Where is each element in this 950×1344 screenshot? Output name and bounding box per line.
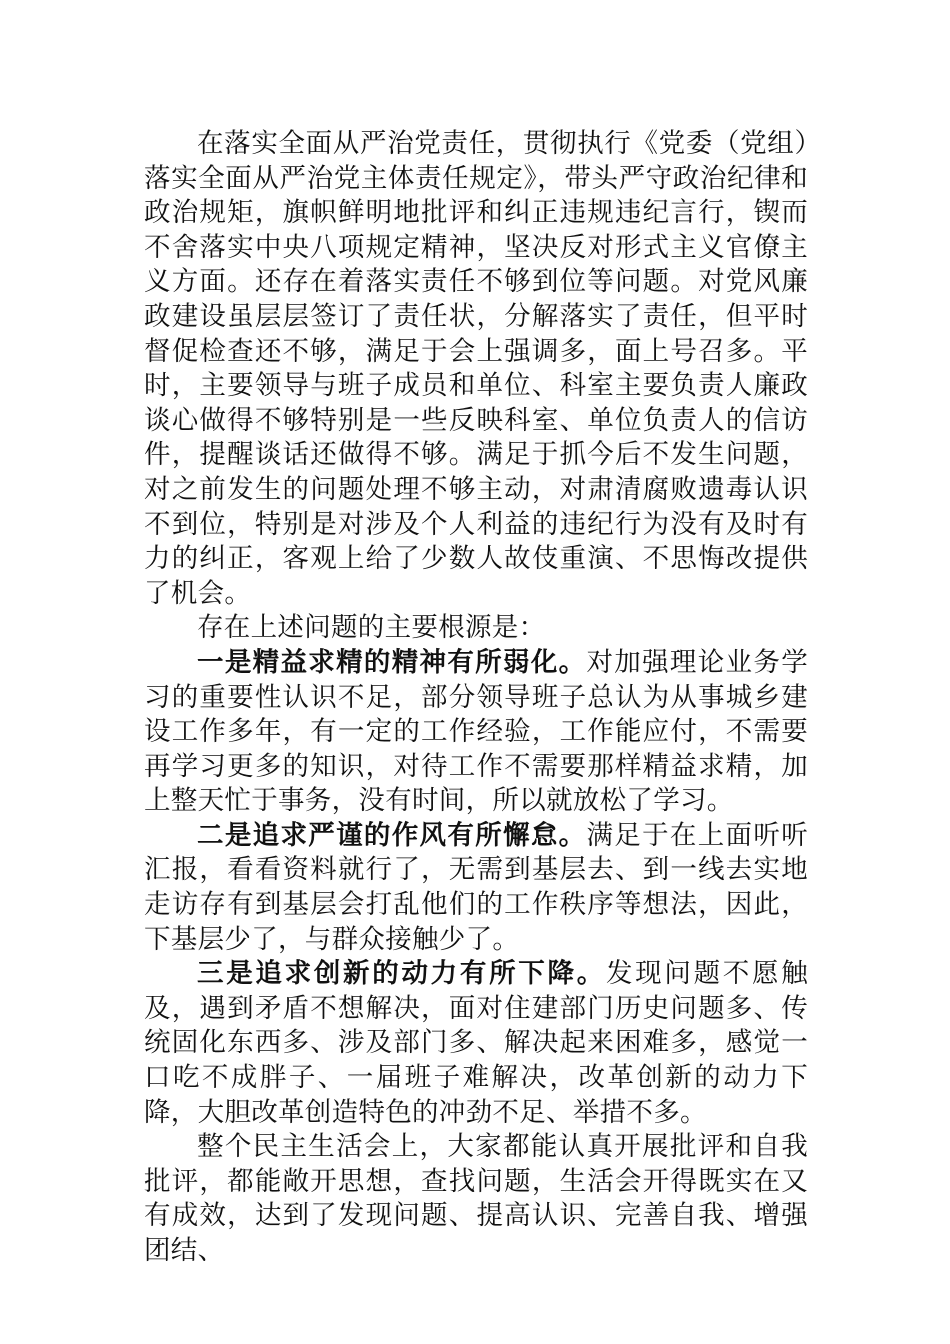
paragraph-text: 整个民主生活会上，大家都能认真开展批评和自我批评，都能敞开思想，查找问题，生活会开得既实在又有成效，达到了发现问题、提高认识、完善自我、增强团结、 xyxy=(144,1131,808,1266)
document-body xyxy=(144,127,808,1269)
paragraph-text: 发现问题不愿触及，遇到矛盾不想解决，面对住建部门历史问题多、传统固化东西多、涉及部门多、解决起来困难多，感觉一口吃不成胖子、一届班子难解决，改革创新的动力下降，大胆改革创造特色的冲劲不足、举措不多。 xyxy=(144,958,808,1128)
paragraph-text: 对加强理论业务学习的重要性认识不足，部分领导班子总认为从事城乡建设工作多年，有一定的工作经验，工作能应付，不需要再学习更多的知识，对待工作不需要那样精益求精，加上整天忙于事务，没有时间，所以就放松了学习。 xyxy=(144,646,808,817)
paragraph-cause-two xyxy=(144,819,808,957)
paragraph-meeting-summary xyxy=(144,1130,808,1268)
paragraph-root-causes-intro xyxy=(144,611,808,646)
paragraph-responsibility xyxy=(144,127,808,611)
paragraph-text: 在落实全面从严治党责任，贯彻执行《党委（党组）落实全面从严治党主体责任规定》，带头严守政治纪律和政治规矩，旗帜鲜明地批评和纠正违规违纪言行，锲而不舍落实中央八项规定精神，坚决反对形式主义官僚主义方面。还存在着落实责任不够到位等问题。对党风廉政建设虽层层签订了责任状，分解落实了责任，但平时督促检查还不够，满足于会上强调多，面上号召多。平时，主要领导与班子成员和单位、科室主要负责人廉政谈心做得不够特别是一些反映科室、单位负责人的信访件，提醒谈话还做得不够。满足于抓今后不发生问题，对之前发生的问题处理不够主动，对肃清腐败遗毒认识不到位，特别是对涉及个人利益的违纪行为没有及时有力的纠正，客观上给了少数人故伎重演、不思悔改提供了机会。 xyxy=(144,128,808,609)
paragraph-lead: 一是精益求精的精神有所弱化。 xyxy=(197,646,587,678)
paragraph-lead: 二是追求严谨的作风有所懈怠。 xyxy=(197,819,587,851)
paragraph-cause-one xyxy=(144,646,808,819)
paragraph-text: 存在上述问题的主要根源是： xyxy=(197,612,546,644)
paragraph-cause-three xyxy=(144,957,808,1130)
paragraph-lead: 三是追求创新的动力有所下降。 xyxy=(197,958,606,990)
paragraph-text: 满足于在上面听听汇报，看看资料就行了，无需到基层去、到一线去实地走访存有到基层会打乱他们的工作秩序等想法，因此，下基层少了，与群众接触少了。 xyxy=(144,819,808,955)
